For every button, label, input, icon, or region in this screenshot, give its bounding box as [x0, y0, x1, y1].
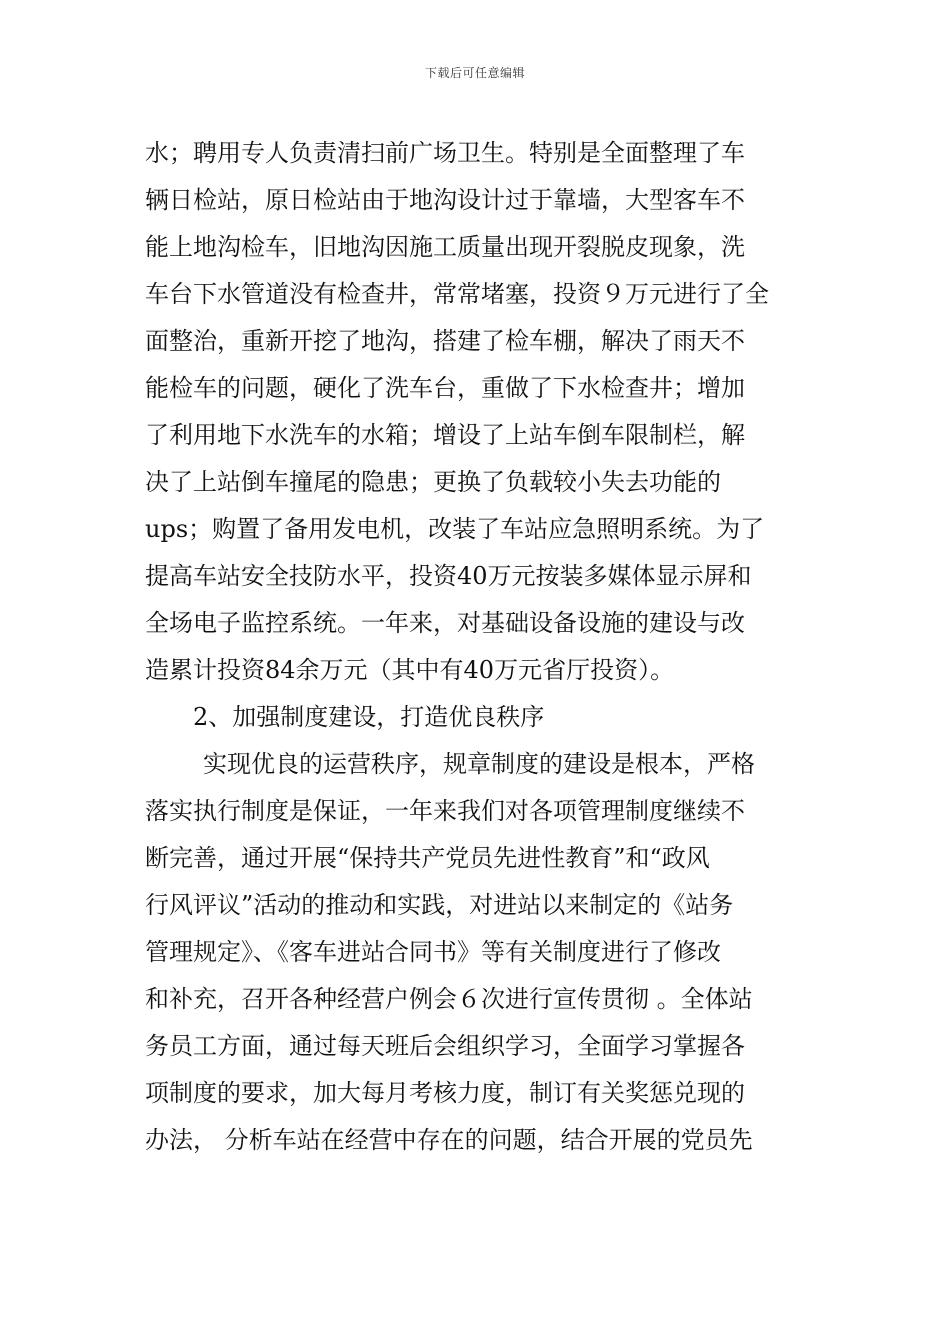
text-line: 落实执行制度是保证，一年来我们对各项管理制度继续不 — [145, 797, 745, 825]
text-line: 断完善，通过开展“保持共产党员先进性教育”和“政风 — [145, 844, 710, 872]
page-header: 下载后可任意编辑 — [424, 66, 525, 80]
text-line: 全场电子监控系统。一年来，对基础设备设施的建设与改 — [145, 609, 745, 637]
text-line: 水；聘用专人负责清扫前广场卫生。特别是全面整理了车 — [145, 139, 745, 167]
text-line: 能检车的问题，硬化了洗车台，重做了下水检查井；增加 — [145, 374, 745, 402]
text-line: 车台下水管道没有检查井，常常堵塞，投资９万元进行了全 — [145, 280, 769, 308]
text-line: 了利用地下水洗车的水箱；增设了上站车倒车限制栏，解 — [145, 421, 745, 449]
text-line: ups；购置了备用发电机，改装了车站应急照明系统。为了 — [145, 515, 765, 543]
text-line: 能上地沟检车，旧地沟因施工质量出现开裂脱皮现象，洗 — [145, 233, 745, 261]
text-line: 项制度的要求，加大每月考核力度，制订有关奖惩兑现的 — [145, 1079, 745, 1107]
text-line: 务员工方面，通过每天班后会组织学习，全面学习掌握各 — [145, 1032, 745, 1060]
document-body — [145, 130, 810, 1164]
paragraph-first-line: 实现优良的运营秩序，规章制度的建设是根本，严格 — [203, 750, 755, 778]
text-line: 管理规定》、《客车进站合同书》等有关制度进行了修改 — [145, 938, 721, 966]
text-line: 和补充，召开各种经营户例会６次进行宣传贯彻 。全体站 — [145, 985, 753, 1013]
text-line: 办法， 分析车站在经营中存在的问题，结合开展的党员先 — [145, 1126, 753, 1154]
text-line: 辆日检站，原日检站由于地沟设计过于靠墙，大型客车不 — [145, 186, 745, 214]
text-line: 面整治，重新开挖了地沟，搭建了检车棚，解决了雨天不 — [145, 327, 745, 355]
text-line: 造累计投资84余万元（其中有40万元省厅投资）。 — [145, 656, 675, 684]
section-heading: 2、加强制度建设，打造优良秩序 — [193, 703, 545, 731]
text-line: 行风评议”活动的推动和实践，对进站以来制定的《站务 — [145, 891, 734, 919]
text-line: 决了上站倒车撞尾的隐患；更换了负载较小失去功能的 — [145, 468, 721, 496]
text-line: 提高车站安全技防水平，投资40万元按装多媒体显示屏和 — [145, 562, 752, 590]
